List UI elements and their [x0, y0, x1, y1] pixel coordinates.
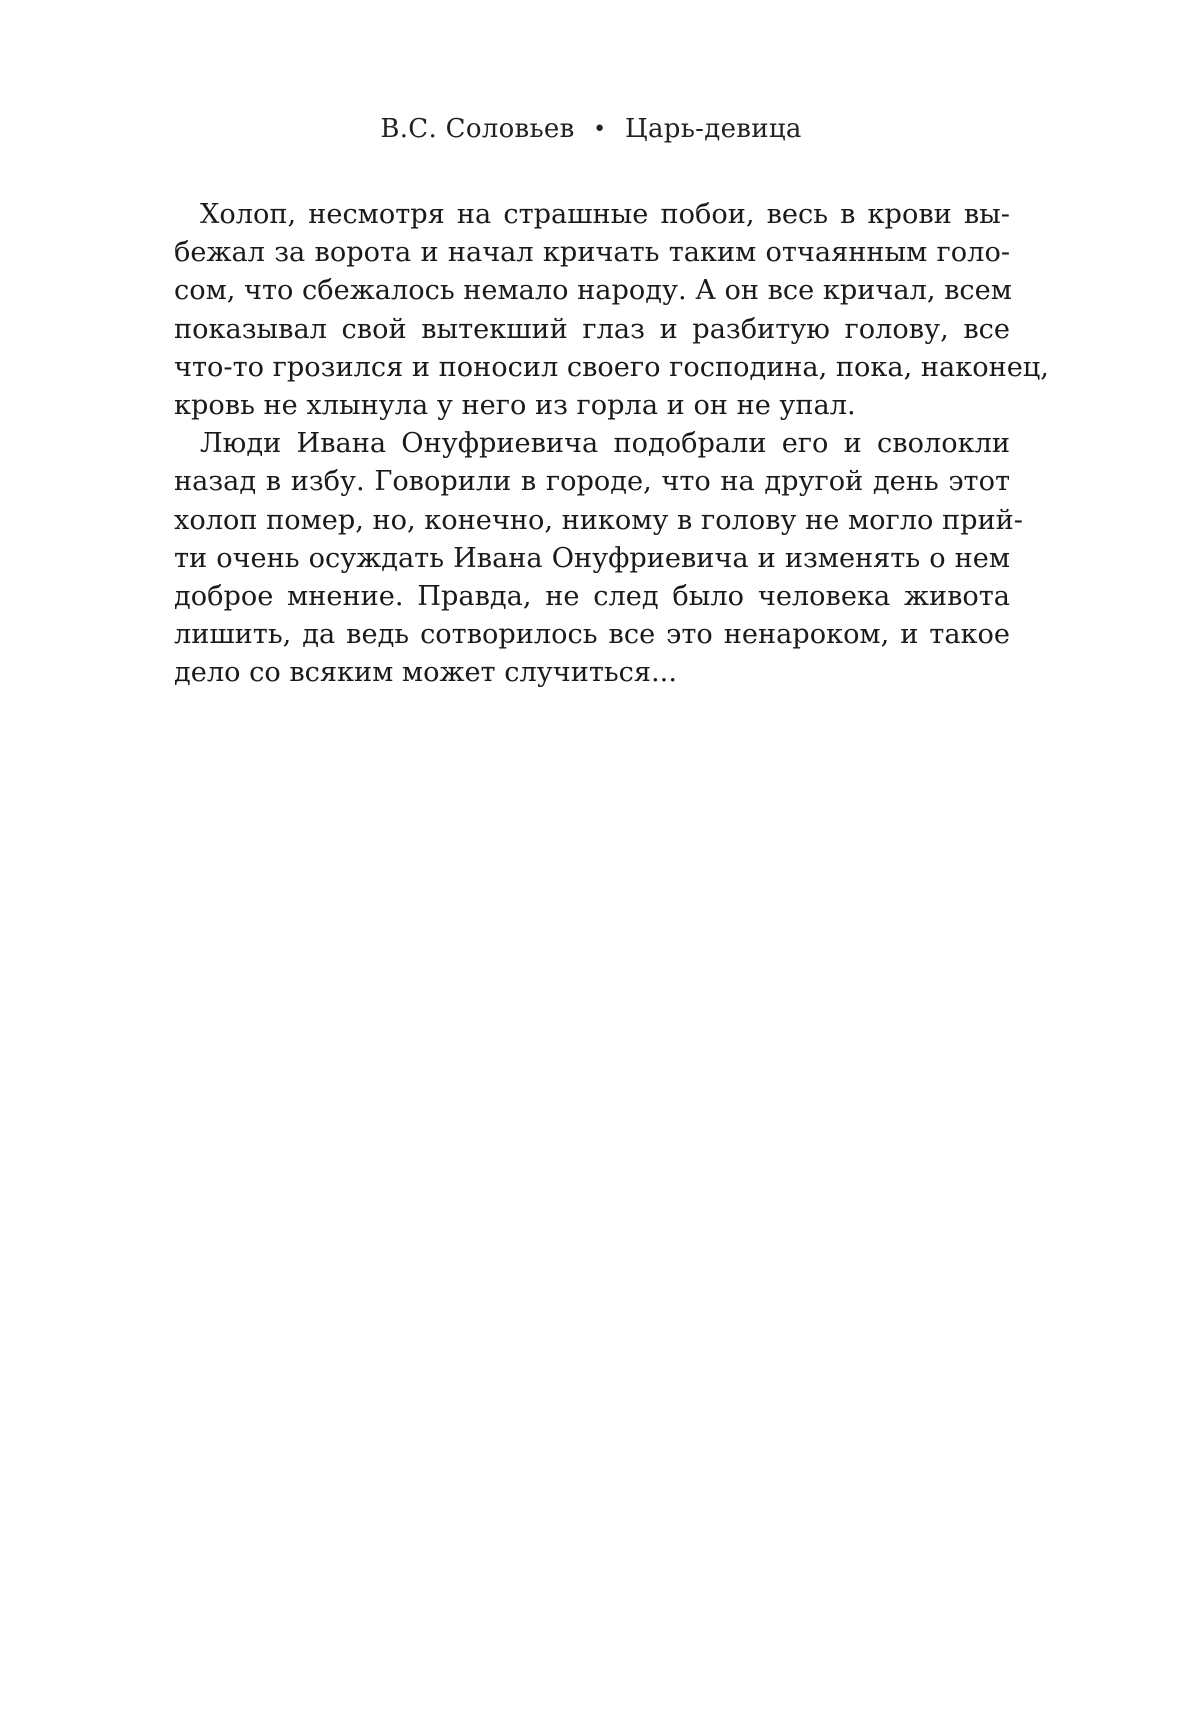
text-line: Люди Ивана Онуфриевича подобрали его и сволокли: [200, 428, 1010, 460]
text-line: бежал за ворота и начал кричать таким отчаянным голо-: [174, 237, 1010, 269]
header-separator: •: [593, 117, 607, 142]
header-author: В.С. Соловьев: [380, 114, 575, 144]
text-line: холоп помер, но, конечно, никому в голову не могло прий-: [174, 504, 1023, 536]
text-line: Холоп, несмотря на страшные побои, весь в крови вы-: [200, 199, 1010, 230]
text-line: доброе мнение. Правда, не след было человека живота: [174, 580, 1010, 612]
text-line: что-то грозился и поносил своего господина, пока, наконец,: [174, 351, 1049, 383]
text-line: ти очень осуждать Ивана Онуфриевича и изменять о нем: [174, 542, 1010, 574]
text-line: лишить, да ведь сотворилось все это ненароком, и такое: [174, 619, 1010, 651]
text-line: кровь не хлынула у него из горла и он не упал.: [174, 389, 856, 421]
body-text: [174, 196, 1049, 692]
text-line: сом, что сбежалось немало народу. А он все кричал, всем: [174, 275, 1012, 307]
paragraph-2: [174, 425, 1023, 692]
paragraph-1: [174, 196, 1049, 425]
header-title: Царь-девица: [625, 114, 802, 144]
text-line: назад в избу. Говорили в городе, что на другой день этот: [174, 466, 1010, 498]
text-line: показывал свой вытекший глаз и разбитую голову, все: [174, 313, 1010, 345]
text-line: дело со всяким может случиться...: [174, 657, 677, 689]
running-header: [0, 114, 1182, 144]
